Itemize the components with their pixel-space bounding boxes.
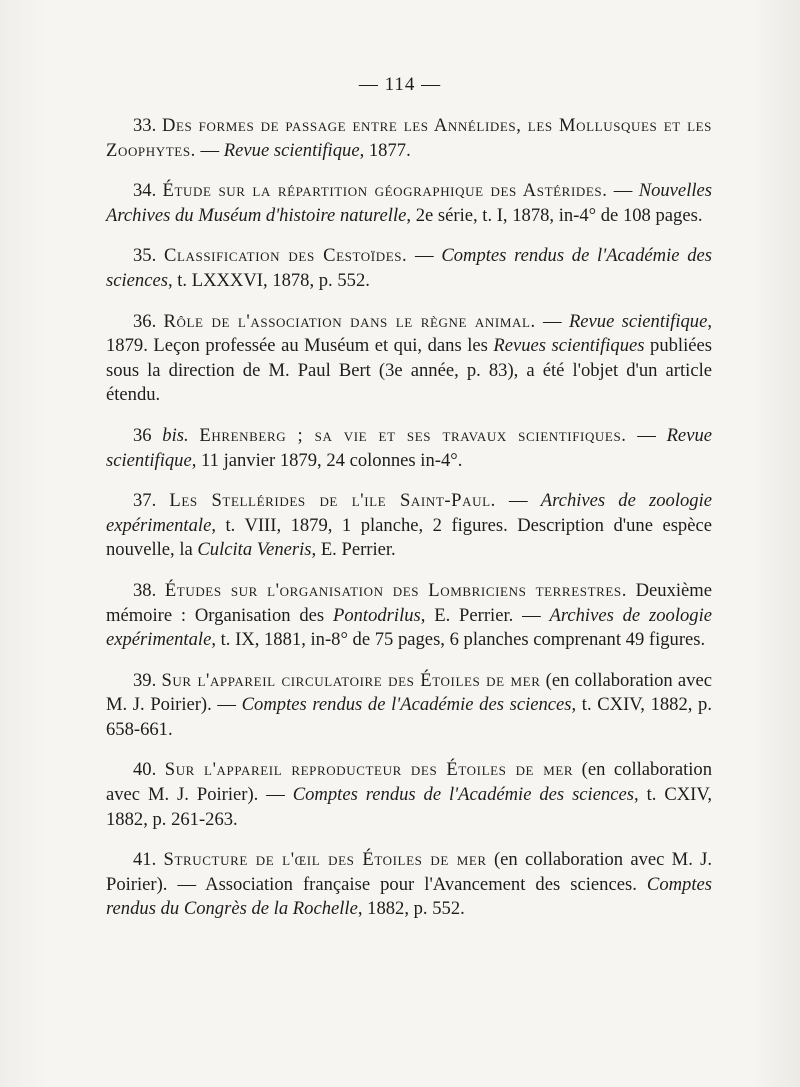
entry-number: 36. bbox=[133, 310, 157, 332]
entry-36: 36. Rôle de l'association dans le règne animal. — Revue scientifique, 1879. Leçon professée au Muséum et qui, dans les Revues scientifiques publiées sous la direction de M. Paul Bert (3e année, p. 83), a été l'objet d'un article étendu. bbox=[106, 310, 713, 406]
entry-37: 37. Les Stellérides de l'ile Saint-Paul. — Archives de zoologie expérimentale, t. VIII, 1879, 1 planche, 2 figures. Description d'une espèce nouvelle, la Culcita Veneris, E. Perrier. bbox=[106, 490, 713, 561]
entry-number: 33. bbox=[133, 115, 157, 136]
entry-title: Sur l'appareil reproducteur des Étoiles de mer bbox=[164, 759, 574, 781]
journal-name: Nouvelles Archives du Muséum d'histoire naturelle bbox=[106, 180, 713, 226]
entry-title: Structure de l'œil des Étoiles de mer bbox=[163, 849, 487, 871]
journal-name: Comptes rendus de l'Académie des sciences bbox=[292, 784, 635, 806]
entry-33: 33. Des formes de passage entre les Annélides, les Mollusques et les Zoophytes. — Revue scientifique, 1877. bbox=[106, 115, 712, 161]
entry-title: Étude sur la répartition géographique des Astérides. bbox=[162, 180, 608, 202]
genus-name: Pontodrilus bbox=[332, 604, 421, 626]
entry-41: 41. Structure de l'œil des Étoiles de mer (en collaboration avec M. J. Poirier). — Association française pour l'Avancement des sciences. Comptes rendus du Congrès de la Rochelle, 1882, p. 552. bbox=[106, 849, 713, 920]
entry-number: 34. bbox=[133, 180, 157, 202]
entry-36-bis: 36 bis. Ehrenberg ; sa vie et ses travaux scientifiques. — Revue scientifique, 11 janvier 1879, 24 colonnes in-4°. bbox=[106, 424, 712, 471]
journal-name: Comptes rendus de l'Académie des sciences bbox=[106, 245, 712, 291]
species-name: Culcita Veneris bbox=[197, 539, 312, 561]
journal-name: Revue scientifique bbox=[223, 139, 360, 161]
journal-name: Comptes rendus de l'Académie des sciences bbox=[241, 694, 572, 716]
entry-number: 37. bbox=[133, 490, 157, 512]
entry-number: 39. bbox=[133, 669, 157, 691]
entry-title: Rôle de l'association dans le règne animal. bbox=[163, 310, 536, 332]
page-number: — 114 — bbox=[358, 74, 442, 95]
entry-number: 36 bbox=[133, 424, 152, 446]
journal-name: Archives de zoologie expérimentale bbox=[106, 490, 713, 536]
entry-number-suffix: bis. bbox=[151, 424, 189, 446]
entry-40: 40. Sur l'appareil reproducteur des Étoiles de mer (en collaboration avec M. J. Poirier). — Comptes rendus de l'Académie des sciences, t. CXIV, 1882, p. 261-263. bbox=[106, 759, 713, 830]
entry-title: Sur l'appareil circulatoire des Étoiles de mer bbox=[161, 669, 541, 691]
journal-name: Comptes rendus du Congrès de la Rochelle bbox=[106, 873, 712, 920]
entry-title: Ehrenberg ; sa vie et ses travaux scientifiques. bbox=[199, 424, 627, 446]
entry-number: 40. bbox=[133, 759, 157, 781]
entry-number: 38. bbox=[133, 579, 157, 601]
entry-34: 34. Étude sur la répartition géographique des Astérides. — Nouvelles Archives du Muséum d'histoire naturelle, 2e série, t. I, 1878, in-4° de 108 pages. bbox=[106, 180, 713, 226]
entry-number: 35. bbox=[133, 245, 157, 267]
journal-name-secondary: Revues scientifiques bbox=[493, 335, 645, 357]
bibliography-list bbox=[106, 114, 712, 938]
entry-title: Des formes de passage entre les Annélides, les Mollusques et les Zoophytes. bbox=[106, 115, 712, 161]
entry-title: Études sur l'organisation des Lombriciens terrestres. bbox=[164, 579, 628, 601]
journal-name: Archives de zoologie expérimentale bbox=[106, 604, 712, 651]
entry-title: Classification des Cestoïdes. bbox=[163, 245, 408, 267]
entry-38: 38. Études sur l'organisation des Lombriciens terrestres. Deuxième mémoire : Organisation des Pontodrilus, E. Perrier. — Archives de zoologie expérimentale, t. IX, 1881, in-8° de 75 pages, 6 planches comprenant 49 figures. bbox=[106, 579, 712, 651]
journal-name: Revue scientifique bbox=[568, 310, 708, 332]
publisher-name: Association française pour l'Avancement des sciences. bbox=[205, 873, 647, 895]
entry-title: Les Stellérides de l'ile Saint-Paul. bbox=[169, 490, 496, 512]
entry-number: 41. bbox=[133, 849, 157, 871]
journal-name: Revue scientifique bbox=[106, 424, 712, 471]
entry-35: 35. Classification des Cestoïdes. — Comptes rendus de l'Académie des sciences, t. LXXXVI, 1878, p. 552. bbox=[106, 245, 712, 291]
entry-39: 39. Sur l'appareil circulatoire des Étoiles de mer (en collaboration avec M. J. Poirier). — Comptes rendus de l'Académie des sciences, t. CXIV, 1882, p. 658-661. bbox=[106, 669, 712, 740]
